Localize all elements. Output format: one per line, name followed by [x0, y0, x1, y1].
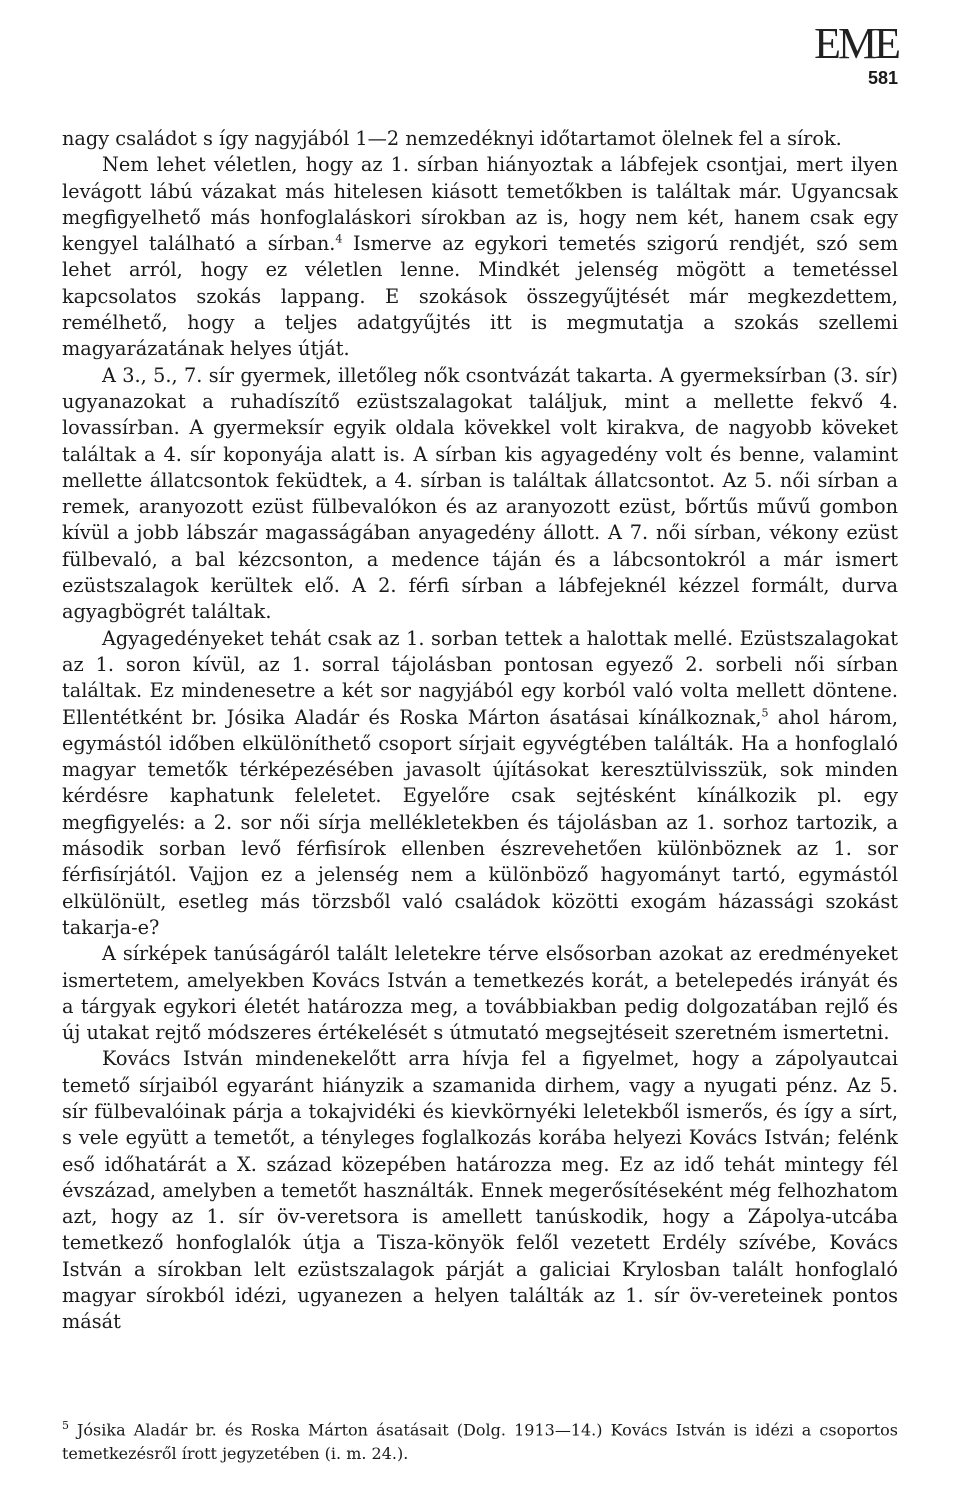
- paragraph-6: Kovács István mindenekelőtt arra hívja fel a figyelmet, hogy a zápolyautcai temető sírjaiból egyaránt hiányzik a szamanida dirhem, vagy a nyugati pénz. Az 5. sír fülbevalóinak párja a tokajvidéki és kievkörnyéki leletekből ismerős, és így a sírt, s vele együtt a temetőt, a tényleges foglalkozás korába helyezi Kovács István; felénk eső időhatárát a X. század közepében határozza meg. Ez az idő tehát mintegy fél évszázad, amelyben a temetőt használták. Ennek megerősítéseként még felhozhatom azt, hogy az 1. sír öv-veretsora is amellett tanúskodik, hogy a Zápolya-utcába temetkező honfoglalók útja a Tisza-könyök felől vezetett Erdély szívébe, Kovács István a sírokban lelt ezüstszalagok párját a galiciai Krylosban talált honfoglaló magyar sírokból idézi, ugyanezen a helyen találták az 1. sír öv-vereteinek pontos mását: [62, 1047, 898, 1334]
- paragraph-2: [62, 152, 898, 362]
- footnote-ref-4: 4: [335, 232, 343, 246]
- paragraph-4-text: Agyagedényeket tehát csak az 1. sorban tettek a halottak mellé. Ezüstszalagokat az 1. soron kívül, az 1. sorral tájolásban pontosan egyező 2. sorbeli női sírban találtak. Ez mindenesetre a két sor nagyjából egy korból való volta mellett döntene. Ellentétként br. Jósika Aladár és Roska Márton ásatásai kínálkoznak,: [62, 626, 898, 729]
- paragraph-4: [62, 626, 898, 942]
- journal-logo: EME: [814, 19, 898, 68]
- paragraph-4-tail: ahol három, egymástól időben elkülöníthető csoport sírjait egyvégtében találták. Ha a honfoglaló magyar temetők térképezésében javasolt újításokat keresztülvisszük, sok minden kérdésre kaphatunk feleletet. Egyelőre csak sejtésként kínálkozik pl. egy megfigyelés: a 2. sor női sírja mellékletekben és tájolásban az 1. sorhoz tartozik, a második sorban levő férfisírok ellenben észrevehetően különböznek az 1. sor férfisírjától. Vajjon ez a jelenség nem a különböző hagyományt tartó, egymástól elkülönült, esetleg más törzsből való családok közötti exogám házassági szokást takarja-e?: [62, 705, 898, 939]
- footnote-mark: 5: [62, 1419, 69, 1432]
- paragraph-2-text: Nem lehet véletlen, hogy az 1. sírban hiányoztak a lábfejek csontjai, mert ilyen levágott lábú vázakat más hitelesen kiásott temetőkben is találtak már. Ugyancsak megfigyelhető más honfoglaláskori sírokban az is, hogy nem két, hanem csak egy kengyel található a sírban.: [62, 153, 898, 256]
- paragraph-3: A 3., 5., 7. sír gyermek, illetőleg nők csontvázát takarta. A gyermeksírban (3. sír) ugyanazokat a ruhadíszítő ezüstszalagokat találjuk, mint a mellette fekvő 4. lovassírban. A gyermeksír egyik oldala kövekkel volt kirakva, de nagyobb köveket találtak a 4. sír koponyája alatt is. A sírban kis agyagedény volt és benne, valamint mellette állatcsontok feküdtek, a 4. sírban is találtak állatcsontot. Az 5. női sírban a remek, aranyozott ezüst fülbevalókon és az aranyozott ezüst, bőrtűs művű gombon kívül a jobb lábszár magasságában anyagedény állott. A 7. női sírban, vékony ezüst fülbevaló, a bal kézcsonton, a medence táján és a lábcsontokról a már ismert ezüstszalagok kerültek elő. A 2. férfi sírban a lábfejeknél kézzel formált, durva agyagbögrét találtak.: [62, 363, 898, 624]
- page-number: 581: [867, 68, 898, 88]
- paragraph-2-tail: Ismerve az egykori temetés szigorú rendjét, szó sem lehet arról, hogy ez véletlen lenne. Mindkét jelenség mögött a temetéssel kapcsolatos szokás lappang. E szokások összegyűjtését már megkezdettem, remélhető, hogy a teljes adatgyűjtés itt is megmutatja a szokás szellemi magyarázatának helyes útját.: [62, 232, 898, 361]
- paragraph-5: A sírképek tanúságáról talált leletekre térve elsősorban azokat az eredményeket ismertetem, amelyekben Kovács István a temetkezés korát, a betelepedés irányát és a tárgyak egykori életét határozza meg, a továbbiakban pedig dolgozatában rejlő és új utakat rejtő módszeres értékelését s útmutató megsejtéseit szeretném ismertetni.: [62, 942, 898, 1045]
- footnote-text: Jósika Aladár br. és Roska Márton ásatásait (Dolg. 1913—14.) Kovács István is idézi a csoportos temetkezésről írott jegyzetében (i. m. 24.).: [62, 1420, 898, 1464]
- footnote-ref-5: 5: [761, 706, 769, 720]
- paragraph-1: nagy családot s így nagyjából 1—2 nemzedéknyi időtartamot ölelnek fel a sírok.: [62, 127, 842, 150]
- page-header: [814, 19, 898, 89]
- footnote: [62, 1414, 898, 1466]
- article-body: [62, 126, 898, 1336]
